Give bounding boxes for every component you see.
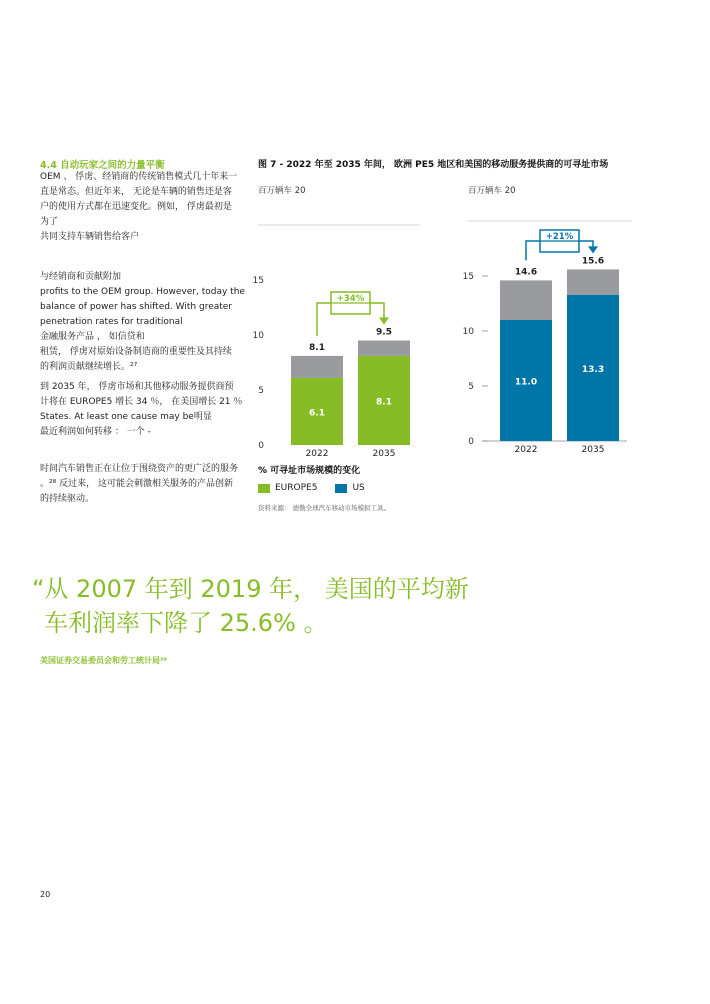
text-line: 。²⁸ 反过来， 这可能会刺激相关服务的产品创新 — [40, 479, 233, 489]
growth-connector-left — [317, 303, 331, 336]
text-line: OEM 、 俘虏、经销商的传统销售模式几十年来一 — [40, 172, 238, 182]
bar-segment-other — [500, 280, 552, 320]
bar-total-label: 14.6 — [514, 267, 538, 278]
legend-item-europe5 — [258, 483, 317, 493]
chart-europe5 — [253, 225, 420, 459]
bar-value-label: 13.3 — [581, 364, 605, 375]
bar-segment-other — [358, 341, 410, 356]
text-line: 租赁， 俘虏对原始设备制造商的重要性及其持续 — [40, 347, 232, 357]
quote-line: “从 2007 年到 2019 年， 美国的平均新 — [32, 575, 469, 603]
bar-segment-other — [567, 269, 619, 294]
y-tick-label: 5 — [258, 386, 264, 396]
x-tick-label: 2022 — [514, 445, 538, 455]
legend-title: % 可寻址市场规模的变化 — [258, 466, 361, 476]
chart-us — [463, 221, 632, 455]
text-line: 到 2035 年， 俘虏市场和其他移动服务提供商预 — [40, 382, 234, 392]
y-tick-label: 0 — [258, 441, 264, 451]
growth-arrowhead — [588, 246, 598, 253]
y-tick-label: 15 — [252, 276, 264, 286]
growth-arrowhead — [379, 318, 389, 325]
growth-label: +21% — [545, 232, 574, 242]
legend-swatch-europe5 — [258, 484, 270, 493]
y-tick-label: 15 — [462, 272, 474, 282]
y-tick-label: 10 — [462, 327, 474, 337]
figure-title: 图 7 - 2022 年至 2035 年间， 欧洲 PE5 地区和美国的移动服务提供商的可寻址市场 — [258, 160, 609, 170]
text-line: States. At least one cause may be明显 — [40, 412, 212, 422]
growth-label: +34% — [336, 294, 365, 304]
text-line: 直是常态。但近年来， 无论是车辆的销售还是客 — [40, 187, 232, 197]
chart-legend — [258, 483, 365, 493]
x-tick-label: 2035 — [581, 445, 605, 455]
section-heading: 4.4 自动玩家之间的力量平衡 — [40, 160, 165, 171]
text-line: 为了 — [40, 217, 59, 227]
text-line: 最近利润如何转移 ： 一个 - — [40, 427, 151, 437]
growth-connector-left — [526, 241, 540, 260]
y-tick-label: 10 — [252, 331, 264, 341]
page-number: 20 — [40, 890, 51, 899]
chart-unit-label-us: 百万辆车 20 — [468, 186, 516, 196]
quote-line: 车利润率下降了 25.6% 。 — [44, 609, 328, 637]
bar-value-label: 6.1 — [309, 408, 325, 419]
text-line: 户的使用方式都在迅速变化。例如， 俘虏最初是 — [40, 202, 232, 212]
figure-source: 资料来源： 德勤全球汽车移动市场模拟工具。 — [258, 504, 391, 512]
bar-total-label: 8.1 — [309, 342, 325, 353]
bar-total-label: 15.6 — [581, 256, 605, 267]
text-line: 与经销商和贡献附加 — [40, 272, 122, 282]
bar-value-label: 8.1 — [376, 397, 392, 408]
text-line: 时间汽车销售正在让位于围绕资产的更广泛的服务 — [40, 464, 239, 474]
bar-total-label: 9.5 — [376, 327, 392, 338]
pull-quote — [32, 572, 469, 640]
x-tick-label: 2022 — [305, 449, 329, 459]
text-line: 的利润贡献继续增长。²⁷ — [40, 362, 138, 372]
text-line: 计将在 EUROPE5 增长 34 ％， 在美国增长 21 ％ — [40, 397, 243, 407]
text-line: profits to the OEM group. However, today the — [40, 287, 245, 297]
text-line: 金融服务产品 ， 如信贷和 — [40, 332, 145, 342]
bar-value-label: 11.0 — [514, 377, 538, 388]
text-line: penetration rates for traditional — [40, 317, 183, 327]
chart-unit-label-europe: 百万辆车 20 — [258, 186, 306, 196]
bar-segment-other — [291, 356, 343, 378]
legend-label: EUROPE5 — [275, 483, 318, 493]
text-line: 共同支持车辆销售给客户 — [40, 232, 140, 242]
growth-connector-right — [370, 303, 384, 319]
y-tick-label: 5 — [468, 382, 474, 392]
text-line: balance of power has shifted. With greater — [40, 302, 233, 312]
quote-attribution: 美国证券交易委员会和劳工统计局²⁹ — [40, 656, 168, 665]
x-tick-label: 2035 — [372, 449, 396, 459]
legend-swatch-us — [335, 484, 347, 493]
y-tick-label: 0 — [468, 437, 474, 447]
text-line: 的持续驱动。 — [40, 494, 95, 504]
legend-item-us — [335, 483, 364, 493]
legend-label: US — [352, 483, 365, 493]
